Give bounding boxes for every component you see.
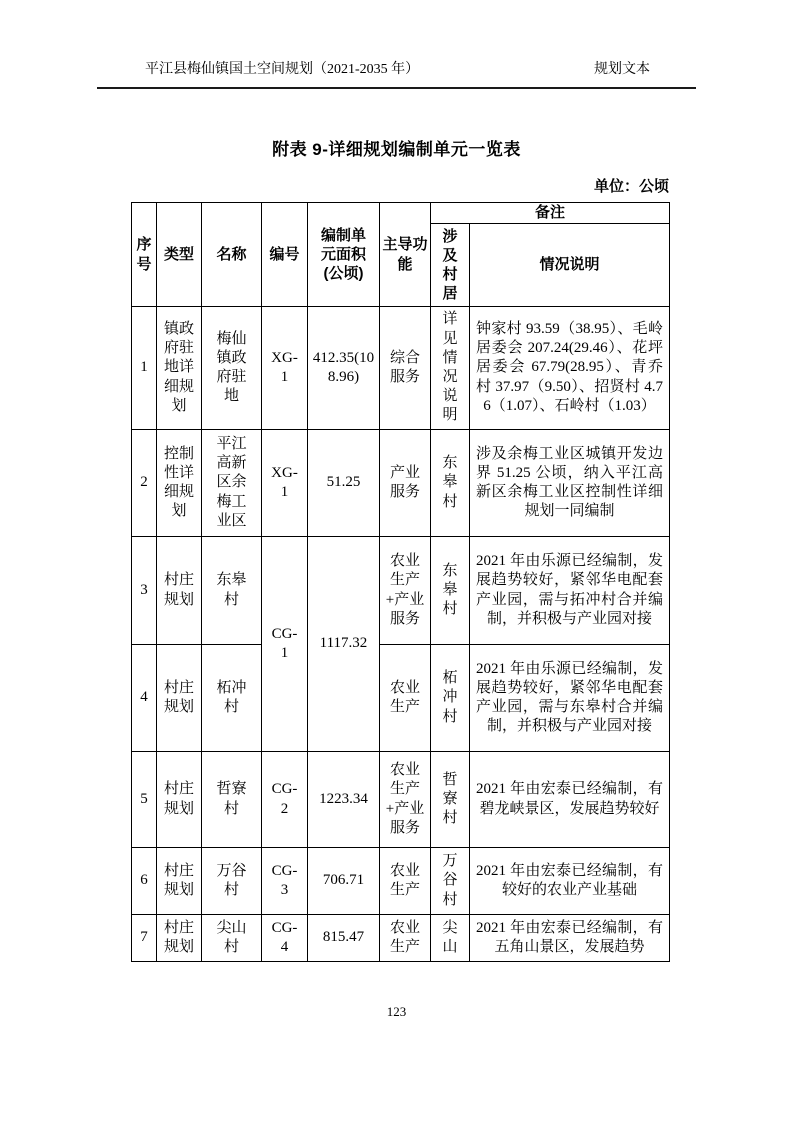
table-row bbox=[132, 915, 670, 962]
cell-seq: 6 bbox=[132, 848, 157, 915]
planning-units-table bbox=[131, 202, 670, 962]
cell-code: CG-4 bbox=[262, 915, 308, 962]
cell-seq: 3 bbox=[132, 537, 157, 645]
cell-type: 村庄规划 bbox=[157, 915, 202, 962]
table-row bbox=[132, 307, 670, 430]
cell-function: 农业生产+产业服务 bbox=[380, 537, 431, 645]
cell-code: CG-3 bbox=[262, 848, 308, 915]
running-header bbox=[97, 62, 696, 79]
cell-name: 东皋村 bbox=[202, 537, 262, 645]
cell-function: 综合服务 bbox=[380, 307, 431, 430]
cell-name: 万谷村 bbox=[202, 848, 262, 915]
cell-villages: 哲寮村 bbox=[431, 752, 470, 848]
cell-code: XG-1 bbox=[262, 430, 308, 537]
cell-area: 706.71 bbox=[308, 848, 380, 915]
table-row bbox=[132, 752, 670, 848]
cell-villages: 东皋村 bbox=[431, 430, 470, 537]
cell-villages: 尖山 bbox=[431, 915, 470, 962]
cell-function: 农业生产 bbox=[380, 848, 431, 915]
table-row bbox=[132, 537, 670, 645]
cell-description: 2021 年由宏泰已经编制，有较好的农业产业基础 bbox=[470, 848, 670, 915]
cell-name: 平江高新区余梅工业区 bbox=[202, 430, 262, 537]
cell-name: 哲寮村 bbox=[202, 752, 262, 848]
cell-function: 农业生产+产业服务 bbox=[380, 752, 431, 848]
header-seq: 序号 bbox=[132, 203, 157, 307]
running-header-right: 规划文本 bbox=[594, 62, 650, 77]
cell-description: 2021 年由乐源已经编制，发展趋势较好，紧邻华电配套产业园，需与拓冲村合并编制，并积极与产业园对接 bbox=[470, 537, 670, 645]
cell-area: 412.35(108.96) bbox=[308, 307, 380, 430]
cell-type: 村庄规划 bbox=[157, 752, 202, 848]
header-rule bbox=[97, 87, 696, 89]
table-row bbox=[132, 848, 670, 915]
header-name: 名称 bbox=[202, 203, 262, 307]
running-header-left: 平江县梅仙镇国土空间规划（2021-2035 年） bbox=[145, 62, 420, 77]
cell-code: XG-1 bbox=[262, 307, 308, 430]
header-villages: 涉及村居 bbox=[431, 224, 470, 307]
header-type: 类型 bbox=[157, 203, 202, 307]
cell-code-merged: CG-1 bbox=[262, 537, 308, 752]
cell-seq: 4 bbox=[132, 645, 157, 752]
header-function: 主导功能 bbox=[380, 203, 431, 307]
cell-description: 2021 年由宏泰已经编制，有五角山景区，发展趋势 bbox=[470, 915, 670, 962]
cell-area: 51.25 bbox=[308, 430, 380, 537]
cell-description: 2021 年由乐源已经编制，发展趋势较好，紧邻华电配套产业园，需与东皋村合并编制，并积极与产业园对接 bbox=[470, 645, 670, 752]
header-row-remark bbox=[132, 203, 670, 224]
cell-type: 镇政府驻地详细规划 bbox=[157, 307, 202, 430]
cell-seq: 1 bbox=[132, 307, 157, 430]
cell-seq: 5 bbox=[132, 752, 157, 848]
cell-villages: 东皋村 bbox=[431, 537, 470, 645]
cell-area-merged: 1117.32 bbox=[308, 537, 380, 752]
cell-seq: 7 bbox=[132, 915, 157, 962]
page-title: 附表 9-详细规划编制单元一览表 bbox=[272, 140, 521, 159]
unit-label: 单位：公顷 bbox=[593, 178, 669, 195]
header-area: 编制单元面积(公顷) bbox=[308, 203, 380, 307]
page-number: 123 bbox=[386, 1004, 407, 1019]
cell-description: 2021 年由宏泰已经编制，有碧龙峡景区，发展趋势较好 bbox=[470, 752, 670, 848]
cell-seq: 2 bbox=[132, 430, 157, 537]
cell-villages: 柘冲村 bbox=[431, 645, 470, 752]
cell-description: 钟家村 93.59（38.95）、毛岭居委会 207.24(29.46）、花坪居委会 67.79(28.95）、青乔村 37.97（9.50）、招贤村 4.76（1.07）、石岭村（1.03） bbox=[470, 307, 670, 430]
cell-type: 村庄规划 bbox=[157, 537, 202, 645]
header-remark: 备注 bbox=[431, 203, 670, 224]
cell-type: 村庄规划 bbox=[157, 848, 202, 915]
cell-area: 1223.34 bbox=[308, 752, 380, 848]
cell-function: 农业生产 bbox=[380, 645, 431, 752]
cell-function: 农业生产 bbox=[380, 915, 431, 962]
table-body bbox=[132, 307, 670, 962]
header-code: 编号 bbox=[262, 203, 308, 307]
cell-function: 产业服务 bbox=[380, 430, 431, 537]
cell-code: CG-2 bbox=[262, 752, 308, 848]
cell-area: 815.47 bbox=[308, 915, 380, 962]
cell-description: 涉及余梅工业区城镇开发边界 51.25 公顷，纳入平江高新区余梅工业区控制性详细规划一同编制 bbox=[470, 430, 670, 537]
cell-name: 尖山村 bbox=[202, 915, 262, 962]
cell-name: 梅仙镇政府驻地 bbox=[202, 307, 262, 430]
cell-villages: 万谷村 bbox=[431, 848, 470, 915]
table-row bbox=[132, 645, 670, 752]
cell-type: 村庄规划 bbox=[157, 645, 202, 752]
cell-villages: 详见情况说明 bbox=[431, 307, 470, 430]
table-row bbox=[132, 430, 670, 537]
cell-type: 控制性详细规划 bbox=[157, 430, 202, 537]
header-description: 情况说明 bbox=[470, 224, 670, 307]
cell-name: 柘冲村 bbox=[202, 645, 262, 752]
table-header bbox=[132, 203, 670, 307]
